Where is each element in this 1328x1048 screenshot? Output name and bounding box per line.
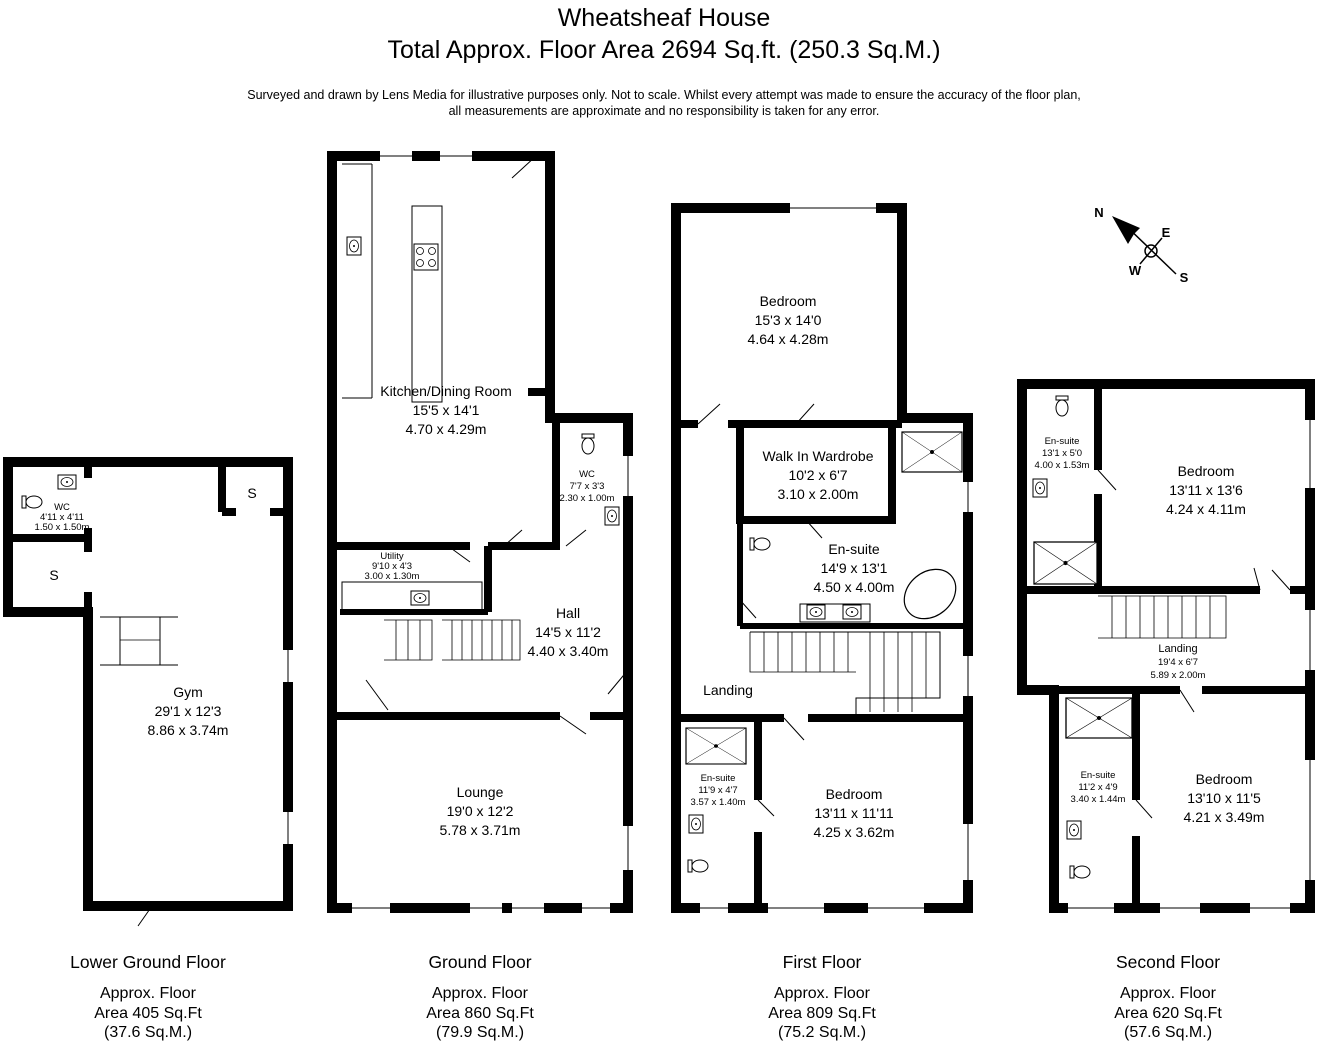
shower-icon bbox=[902, 432, 962, 472]
room-name-en-suite: En-suite bbox=[1044, 436, 1080, 447]
disclaimer-line-1: Surveyed and drawn by Lens Media for illustrative purposes only. Not to scale. Whilst every attempt was made to ensure the accuracy of the floor plan, bbox=[247, 88, 1081, 102]
sink-icon bbox=[347, 237, 361, 255]
floor-area-line: Approx. Floor bbox=[431, 985, 529, 1002]
room-dims-metric: 4.70 x 4.29m bbox=[405, 421, 487, 437]
room-dims-metric: 3.00 x 1.30m bbox=[364, 571, 420, 582]
room-name-wc: WC bbox=[54, 502, 70, 513]
floor-area-line: Approx. Floor bbox=[1119, 985, 1217, 1002]
room-dims-metric: 4.64 x 4.28m bbox=[747, 331, 829, 347]
room-dims-imperial: 15'3 x 14'0 bbox=[754, 312, 822, 328]
room-dims-metric: 3.10 x 2.00m bbox=[777, 486, 859, 502]
room-dims-imperial: 13'11 x 13'6 bbox=[1169, 482, 1243, 498]
room-name-bedroom: Bedroom bbox=[759, 293, 817, 309]
floor-name: Lower Ground Floor bbox=[70, 952, 226, 972]
floor-area-line: (57.6 Sq.M.) bbox=[1123, 1024, 1213, 1041]
toilet-icon bbox=[582, 434, 594, 454]
room-dims-imperial: 19'0 x 12'2 bbox=[446, 803, 514, 819]
room-dims-metric: 4.50 x 4.00m bbox=[813, 579, 895, 595]
store-label: S bbox=[49, 567, 59, 583]
basin-icon bbox=[1067, 821, 1081, 839]
room-dims-imperial: 7'7 x 3'3 bbox=[569, 481, 605, 492]
shower-icon bbox=[1066, 698, 1132, 738]
floor-area-line: (79.9 Sq.M.) bbox=[435, 1024, 525, 1041]
room-dims-imperial: 11'2 x 4'9 bbox=[1078, 782, 1118, 793]
floor-caption-lower-ground bbox=[28, 952, 268, 1043]
room-name-bedroom: Bedroom bbox=[825, 786, 883, 802]
shower-icon bbox=[1034, 542, 1097, 584]
total-floor-area: Total Approx. Floor Area 2694 Sq.ft. (250.3 Sq.M.) bbox=[387, 36, 941, 64]
room-name-gym: Gym bbox=[173, 684, 203, 700]
floor-caption-second bbox=[1048, 952, 1288, 1043]
floor-area-line: (37.6 Sq.M.) bbox=[103, 1024, 193, 1041]
room-dims-metric: 4.40 x 3.40m bbox=[527, 643, 609, 659]
floor-name: First Floor bbox=[782, 952, 862, 972]
room-name-landing: Landing bbox=[1158, 643, 1198, 655]
floor-name: Second Floor bbox=[1115, 952, 1221, 972]
toilet-icon bbox=[688, 860, 708, 872]
room-dims-imperial: 13'10 x 11'5 bbox=[1187, 790, 1261, 806]
room-dims-imperial: 29'1 x 12'3 bbox=[154, 703, 222, 719]
room-name-kitchen-dining: Kitchen/Dining Room bbox=[380, 383, 512, 399]
floor-name: Ground Floor bbox=[428, 952, 532, 972]
floor-caption-ground bbox=[360, 952, 600, 1043]
room-dims-metric: 4.25 x 3.62m bbox=[813, 824, 895, 840]
room-dims-imperial: 13'1 x 5'0 bbox=[1041, 448, 1083, 459]
room-dims-imperial: 4'11 x 4'11 bbox=[40, 512, 84, 523]
shower-icon bbox=[686, 728, 746, 764]
floor-area-line: Area 860 Sq.Ft bbox=[426, 1004, 534, 1022]
store-label: S bbox=[247, 485, 257, 501]
room-name-en-suite: En-suite bbox=[1080, 770, 1116, 781]
room-dims-imperial: 14'9 x 13'1 bbox=[820, 560, 888, 576]
compass-north-label: N bbox=[1094, 205, 1104, 220]
compass-east-label: E bbox=[1161, 225, 1171, 240]
room-dims-metric: 4.21 x 3.49m bbox=[1183, 809, 1265, 825]
floor-area-line: Approx. Floor bbox=[99, 985, 197, 1002]
room-dims-imperial: 9'10 x 4'3 bbox=[371, 561, 413, 572]
floor-area-line: Approx. Floor bbox=[773, 985, 871, 1002]
room-dims-imperial: 15'5 x 14'1 bbox=[412, 402, 480, 418]
room-name-en-suite: En-suite bbox=[828, 541, 880, 557]
room-dims-imperial: 19'4 x 6'7 bbox=[1157, 657, 1199, 668]
room-name-hall: Hall bbox=[555, 605, 581, 621]
room-name-landing: Landing bbox=[703, 682, 753, 698]
disclaimer-line-2: all measurements are approximate and no responsibility is taken for any error. bbox=[448, 104, 880, 118]
compass-west-label: W bbox=[1128, 263, 1142, 278]
room-dims-imperial: 14'5 x 11'2 bbox=[535, 624, 601, 640]
floor-area-line: Area 405 Sq.Ft bbox=[94, 1004, 202, 1022]
compass-south-label: S bbox=[1179, 270, 1189, 285]
hob-icon bbox=[417, 248, 436, 267]
room-dims-metric: 5.89 x 2.00m bbox=[1150, 670, 1206, 681]
basin-icon bbox=[605, 507, 619, 525]
room-name-walk-in-wardrobe: Walk In Wardrobe bbox=[762, 448, 874, 464]
basin-icon bbox=[843, 605, 861, 619]
room-name-utility: Utility bbox=[380, 551, 404, 562]
room-dims-imperial: 11'9 x 4'7 bbox=[698, 785, 738, 796]
floor-area-line: Area 809 Sq.Ft bbox=[768, 1004, 876, 1022]
floor-area-line: Area 620 Sq.Ft bbox=[1114, 1004, 1222, 1022]
basin-icon bbox=[58, 475, 76, 489]
room-dims-metric: 3.40 x 1.44m bbox=[1070, 794, 1126, 805]
basin-icon bbox=[689, 815, 703, 833]
toilet-icon bbox=[750, 538, 770, 550]
room-name-en-suite: En-suite bbox=[700, 773, 736, 784]
room-name-bedroom: Bedroom bbox=[1177, 463, 1235, 479]
floor-area-line: (75.2 Sq.M.) bbox=[777, 1024, 867, 1041]
room-dims-imperial: 13'11 x 11'11 bbox=[814, 805, 894, 821]
floor-caption-first bbox=[702, 952, 942, 1043]
room-name-lounge: Lounge bbox=[456, 784, 504, 800]
room-dims-imperial: 10'2 x 6'7 bbox=[788, 467, 848, 483]
room-dims-metric: 4.24 x 4.11m bbox=[1166, 501, 1246, 517]
room-dims-metric: 5.78 x 3.71m bbox=[439, 822, 521, 838]
toilet-icon bbox=[1056, 396, 1068, 416]
basin-icon bbox=[1033, 479, 1047, 497]
toilet-icon bbox=[22, 496, 42, 508]
room-name-bedroom: Bedroom bbox=[1195, 771, 1253, 787]
basin-icon bbox=[807, 605, 825, 619]
room-dims-metric: 4.00 x 1.53m bbox=[1034, 460, 1090, 471]
room-name-wc: WC bbox=[579, 469, 595, 480]
room-dims-metric: 2.30 x 1.00m bbox=[559, 493, 615, 504]
plan-title: Wheatsheaf House bbox=[557, 4, 771, 32]
room-dims-metric: 1.50 x 1.50m bbox=[34, 522, 90, 533]
sink-icon bbox=[411, 591, 429, 605]
toilet-icon bbox=[1070, 866, 1090, 878]
room-dims-metric: 8.86 x 3.74m bbox=[147, 722, 229, 738]
room-dims-metric: 3.57 x 1.40m bbox=[690, 797, 746, 808]
